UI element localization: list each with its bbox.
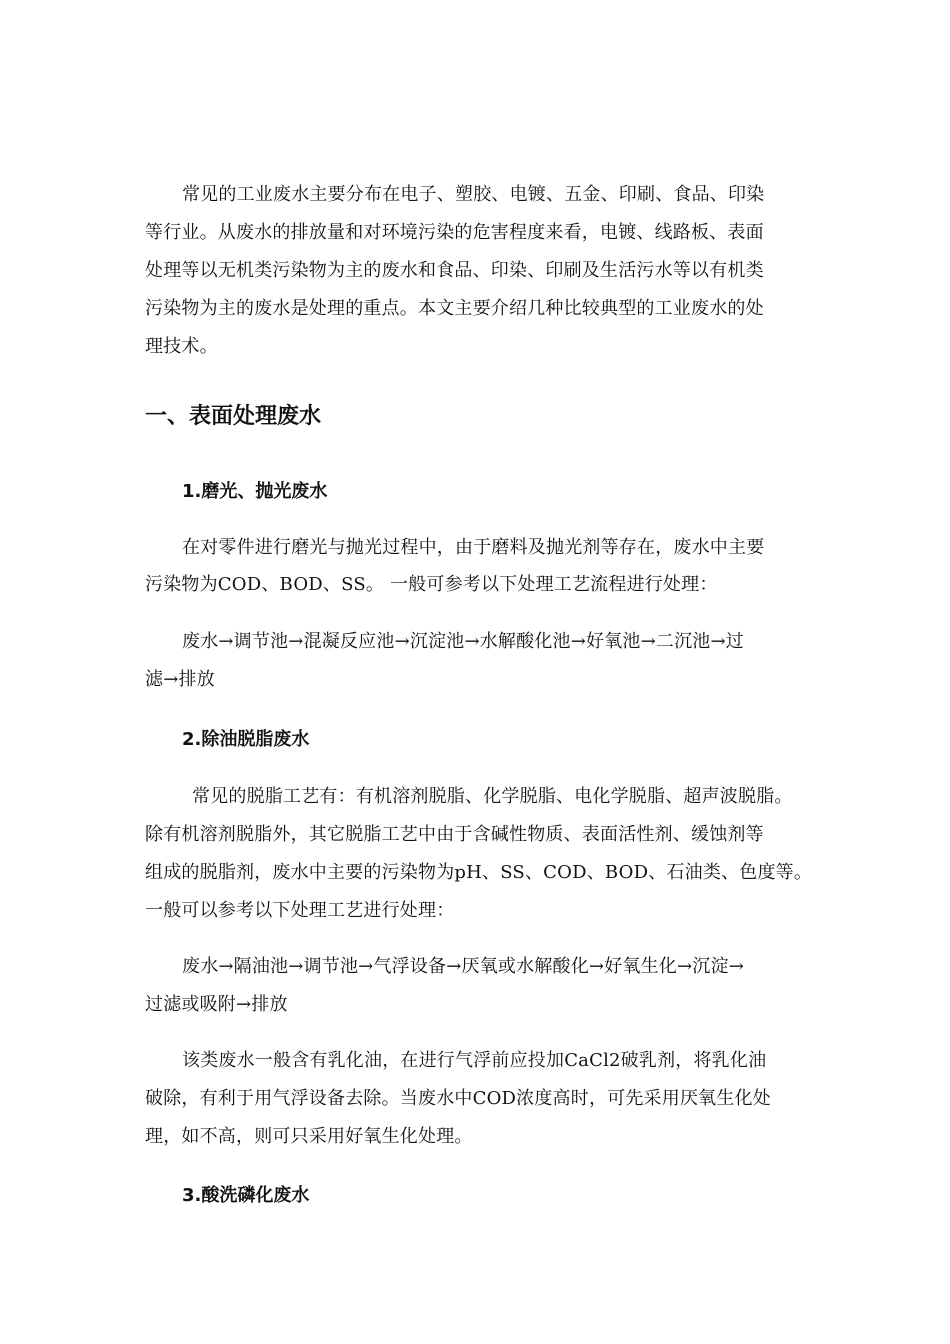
flow-line: 过滤或吸附→排放: [145, 994, 288, 1015]
paragraph-line: 组成的脱脂剂，废水中主要的污染物为pH、SS、COD、BOD、石油类、色度等。: [145, 862, 813, 883]
paragraph-line: 一般可以参考以下处理工艺进行处理：: [145, 900, 455, 921]
paragraph-line: 在对零件进行磨光与抛光过程中，由于磨料及抛光剂等存在，废水中主要: [182, 537, 765, 558]
paragraph-line: 该类废水一般含有乳化油，在进行气浮前应投加CaCl2破乳剂，将乳化油: [182, 1050, 767, 1071]
flow-line: 废水→调节池→混凝反应池→沉淀池→水解酸化池→好氧池→二沉池→过: [182, 631, 744, 652]
intro-line: 理技术。: [145, 336, 218, 357]
intro-line: 处理等以无机类污染物为主的废水和食品、印染、印刷及生活污水等以有机类: [145, 260, 764, 281]
subsection-heading: 1.磨光、抛光废水: [182, 481, 328, 502]
paragraph-line: 除有机溶剂脱脂外，其它脱脂工艺中由于含碱性物质、表面活性剂、缓蚀剂等: [145, 824, 764, 845]
intro-line: 污染物为主的废水是处理的重点。本文主要介绍几种比较典型的工业废水的处: [145, 298, 764, 319]
flow-line: 滤→排放: [145, 669, 215, 690]
section-heading: 一、表面处理废水: [145, 404, 322, 429]
paragraph-line: 污染物为COD、BOD、SS。 一般可参考以下处理工艺流程进行处理：: [145, 574, 718, 595]
intro-line: 常见的工业废水主要分布在电子、塑胶、电镀、五金、印刷、食品、印染: [182, 184, 765, 205]
flow-line: 废水→隔油池→调节池→气浮设备→厌氧或水解酸化→好氧生化→沉淀→: [182, 956, 744, 977]
intro-line: 等行业。从废水的排放量和对环境污染的危害程度来看，电镀、线路板、表面: [145, 222, 764, 243]
paragraph-line: 理，如不高，则可只采用好氧生化处理。: [145, 1126, 473, 1147]
paragraph-line: 常见的脱脂工艺有：有机溶剂脱脂、化学脱脂、电化学脱脂、超声波脱脂。: [192, 786, 793, 807]
paragraph-line: 破除，有利于用气浮设备去除。当废水中COD浓度高时，可先采用厌氧生化处: [145, 1088, 771, 1109]
subsection-heading: 3.酸洗磷化废水: [182, 1185, 310, 1206]
subsection-heading: 2.除油脱脂废水: [182, 729, 310, 750]
